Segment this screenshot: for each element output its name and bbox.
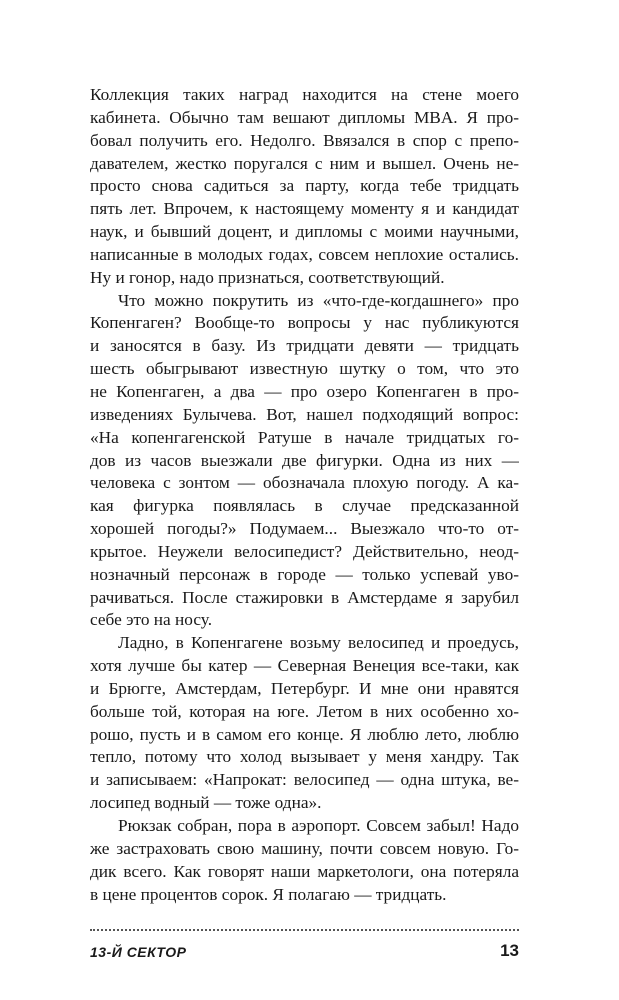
text-line: дов из часов выезжали две фигурки. Одна из них — (90, 450, 519, 470)
footer-divider (90, 929, 519, 931)
text-line: крытое. Неужели велосипедист? Действительно, неод- (90, 541, 519, 561)
text-line: «На копенгагенской Ратуше в начале тридцатых го- (90, 427, 519, 447)
running-title: 13-Й СЕКТОР (90, 944, 187, 960)
text-line: Ну и гонор, надо признаться, соответствующий. (90, 267, 445, 287)
text-line: и заносятся в базу. Из тридцати девяти — тридцать (90, 336, 519, 356)
text-line: лосипед водный — тоже одна». (90, 793, 322, 813)
text-line: Рюкзак собран, пора в аэропорт. Совсем забыл! Надо (118, 816, 519, 835)
text-line: изведениях Булычева. Вот, нашел подходящий вопрос: (90, 404, 519, 424)
text-line: рошо, пусть и в самом его конце. Я люблю лето, люблю (90, 724, 519, 744)
text-line: нозначный персонаж в городе — только успевай уво- (90, 564, 519, 584)
page-body (90, 84, 519, 906)
text-line: кабинета. Обычно там вешают дипломы MBA. Я про- (90, 107, 519, 127)
paragraph-3 (90, 632, 519, 815)
paragraph-1 (90, 84, 519, 290)
text-line: дик всего. Как говорят наши маркетологи, она потеряла (90, 861, 519, 881)
paragraph-4 (90, 815, 519, 906)
text-line: кая фигурка появлялась в случае предсказанной (90, 496, 519, 516)
text-line: рачиваться. После стажировки в Амстердаме я зарубил (90, 587, 519, 607)
text-line: себе это на носу. (90, 610, 213, 630)
text-line: же застраховать свою машину, почти совсем новую. Го- (90, 838, 519, 858)
text-line: хотя лучше бы катер — Северная Венеция все-таки, как (90, 656, 519, 676)
text-line: Ладно, в Копенгагене возьму велосипед и проедусь, (118, 633, 519, 653)
text-line: бовал получить его. Недолго. Ввязался в спор с препо- (90, 130, 519, 150)
paragraph-2 (90, 290, 519, 633)
text-line: больше той, которая на юге. Летом в них особенно хо- (90, 701, 519, 721)
page-number: 13 (500, 941, 519, 960)
text-line: написанные в молодых годах, совсем неплохие остались. (90, 244, 519, 264)
text-line: Что можно покрутить из «что-где-когдашнего» про (118, 290, 519, 310)
text-line: и записываем: «Напрокат: велосипед — одна штука, ве- (90, 770, 519, 790)
text-line: человека с зонтом — обозначала плохую погоду. А ка- (90, 473, 519, 493)
text-line: наук, и бывший доцент, и дипломы с моими научными, (90, 222, 519, 242)
text-line: тепло, потому что холод вызывает у меня хандру. Так (90, 747, 519, 767)
text-line: не Копенгаген, а два — про озеро Копенгаген в про- (90, 381, 519, 401)
text-line: хорошей погоды?» Подумаем... Выезжало что-то от- (90, 519, 519, 539)
text-line: в цене процентов сорок. Я полагаю — тридцать. (90, 884, 447, 904)
text-line: просто снова садиться за парту, когда тебе тридцать (90, 176, 519, 196)
text-line: Копенгаген? Вообще-то вопросы у нас публикуются (90, 313, 519, 333)
text-line: пять лет. Впрочем, к настоящему моменту я и кандидат (90, 199, 519, 219)
text-line: давателем, жестко поругался с ним и вышел. Очень не- (90, 153, 519, 173)
text-line: и Брюгге, Амстердам, Петербург. И мне они нравятся (90, 678, 519, 698)
text-line: шесть обыгрывают известную шутку о том, что это (90, 359, 519, 379)
text-line: Коллекция таких наград находится на стене моего (90, 85, 519, 104)
